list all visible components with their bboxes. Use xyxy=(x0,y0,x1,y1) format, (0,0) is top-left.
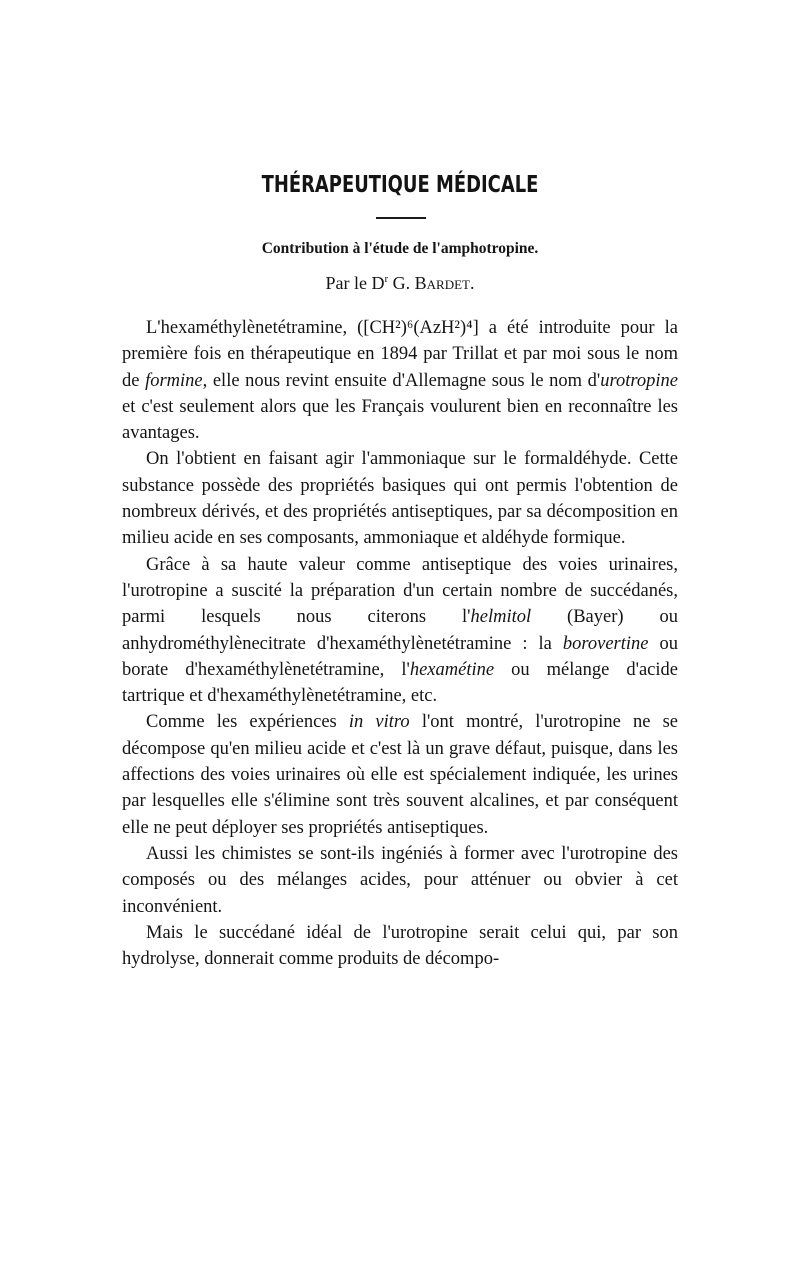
italic-term: formine xyxy=(145,370,203,391)
section-heading: THÉRAPEUTIQUE MÉDICALE xyxy=(261,172,539,198)
paragraph-text: L'hexaméthylènetétramine, ([CH²)⁶(AzH²)⁴] a été introduite pour la première fois en thérapeutique en 1894 par Trillat et par moi sous le nom de xyxy=(122,318,678,391)
paragraph-text: Comme les expériences xyxy=(146,712,349,733)
article-subtitle: Contribution à l'étude de l'amphotropine. xyxy=(261,240,539,257)
italic-term: borovertine xyxy=(562,633,649,654)
body-paragraph xyxy=(122,709,678,840)
body-paragraph xyxy=(122,446,678,551)
paragraph-text: Grâce à sa haute valeur comme antiseptique des voies urinaires, l'urotropine a suscité la préparation d'un certain nombre de succédanés, parmi lesquels nous citerons l' xyxy=(122,554,678,628)
author-prefix-sup: r xyxy=(384,273,389,285)
paragraph-text: (Bayer) ou anhydrométhylènecitrate d'hexaméthylènetétramine : la xyxy=(122,607,678,654)
paragraph-text: et c'est seulement alors que les Français voulurent bien en reconnaître les avantages. xyxy=(122,396,678,444)
article-body xyxy=(122,315,678,972)
author-prefix: Par le D xyxy=(325,273,385,293)
article-author xyxy=(122,273,678,294)
author-initial: G. xyxy=(392,273,415,293)
body-paragraph xyxy=(122,315,678,446)
body-paragraph xyxy=(122,552,678,710)
body-paragraph xyxy=(122,841,678,920)
body-paragraph xyxy=(122,920,678,973)
italic-term: hexamétine xyxy=(409,659,495,680)
paragraph-text: ou mélange d'acide tartrique et d'hexaméthylènetétramine, etc. xyxy=(122,659,678,707)
heading-rule xyxy=(376,217,426,219)
paragraph-text: , elle nous revint ensuite d'Allemagne sous le nom d' xyxy=(202,370,601,391)
paragraph-text: l'ont montré, l'urotropine ne se décompose qu'en milieu acide et c'est là un grave défaut, puisque, dans les affections des voies urinaires où elle est spécialement indiquée, les urines par lesquelles elle s'élimine sont très souvent alcalines, et par conséquent elle ne peut déployer ses propriétés antiseptiques. xyxy=(122,712,678,838)
italic-term: in vitro xyxy=(348,712,410,733)
author-name: Bardet. xyxy=(414,273,475,293)
paragraph-text: ou borate d'hexaméthylènetétramine, l' xyxy=(122,633,678,680)
italic-term: helmitol xyxy=(470,607,532,628)
paragraph-text: Mais le succédané idéal de l'urotropine serait celui qui, par son hydrolyse, donnerait comme produits de décompo- xyxy=(122,922,678,970)
italic-term: urotropine xyxy=(600,370,678,391)
paragraph-text: On l'obtient en faisant agir l'ammoniaque sur le formaldéhyde. Cette substance possède des propriétés basiques qui ont permis l'obtention de nombreux dérivés, et des propriétés antiseptiques, par sa décomposition en milieu acide en ses composants, ammoniaque et aldéhyde formique. xyxy=(122,449,678,549)
paragraph-text: Aussi les chimistes se sont-ils ingéniés à former avec l'urotropine des composés ou des mélanges acides, pour atténuer ou obvier à cet inconvénient. xyxy=(122,843,678,917)
